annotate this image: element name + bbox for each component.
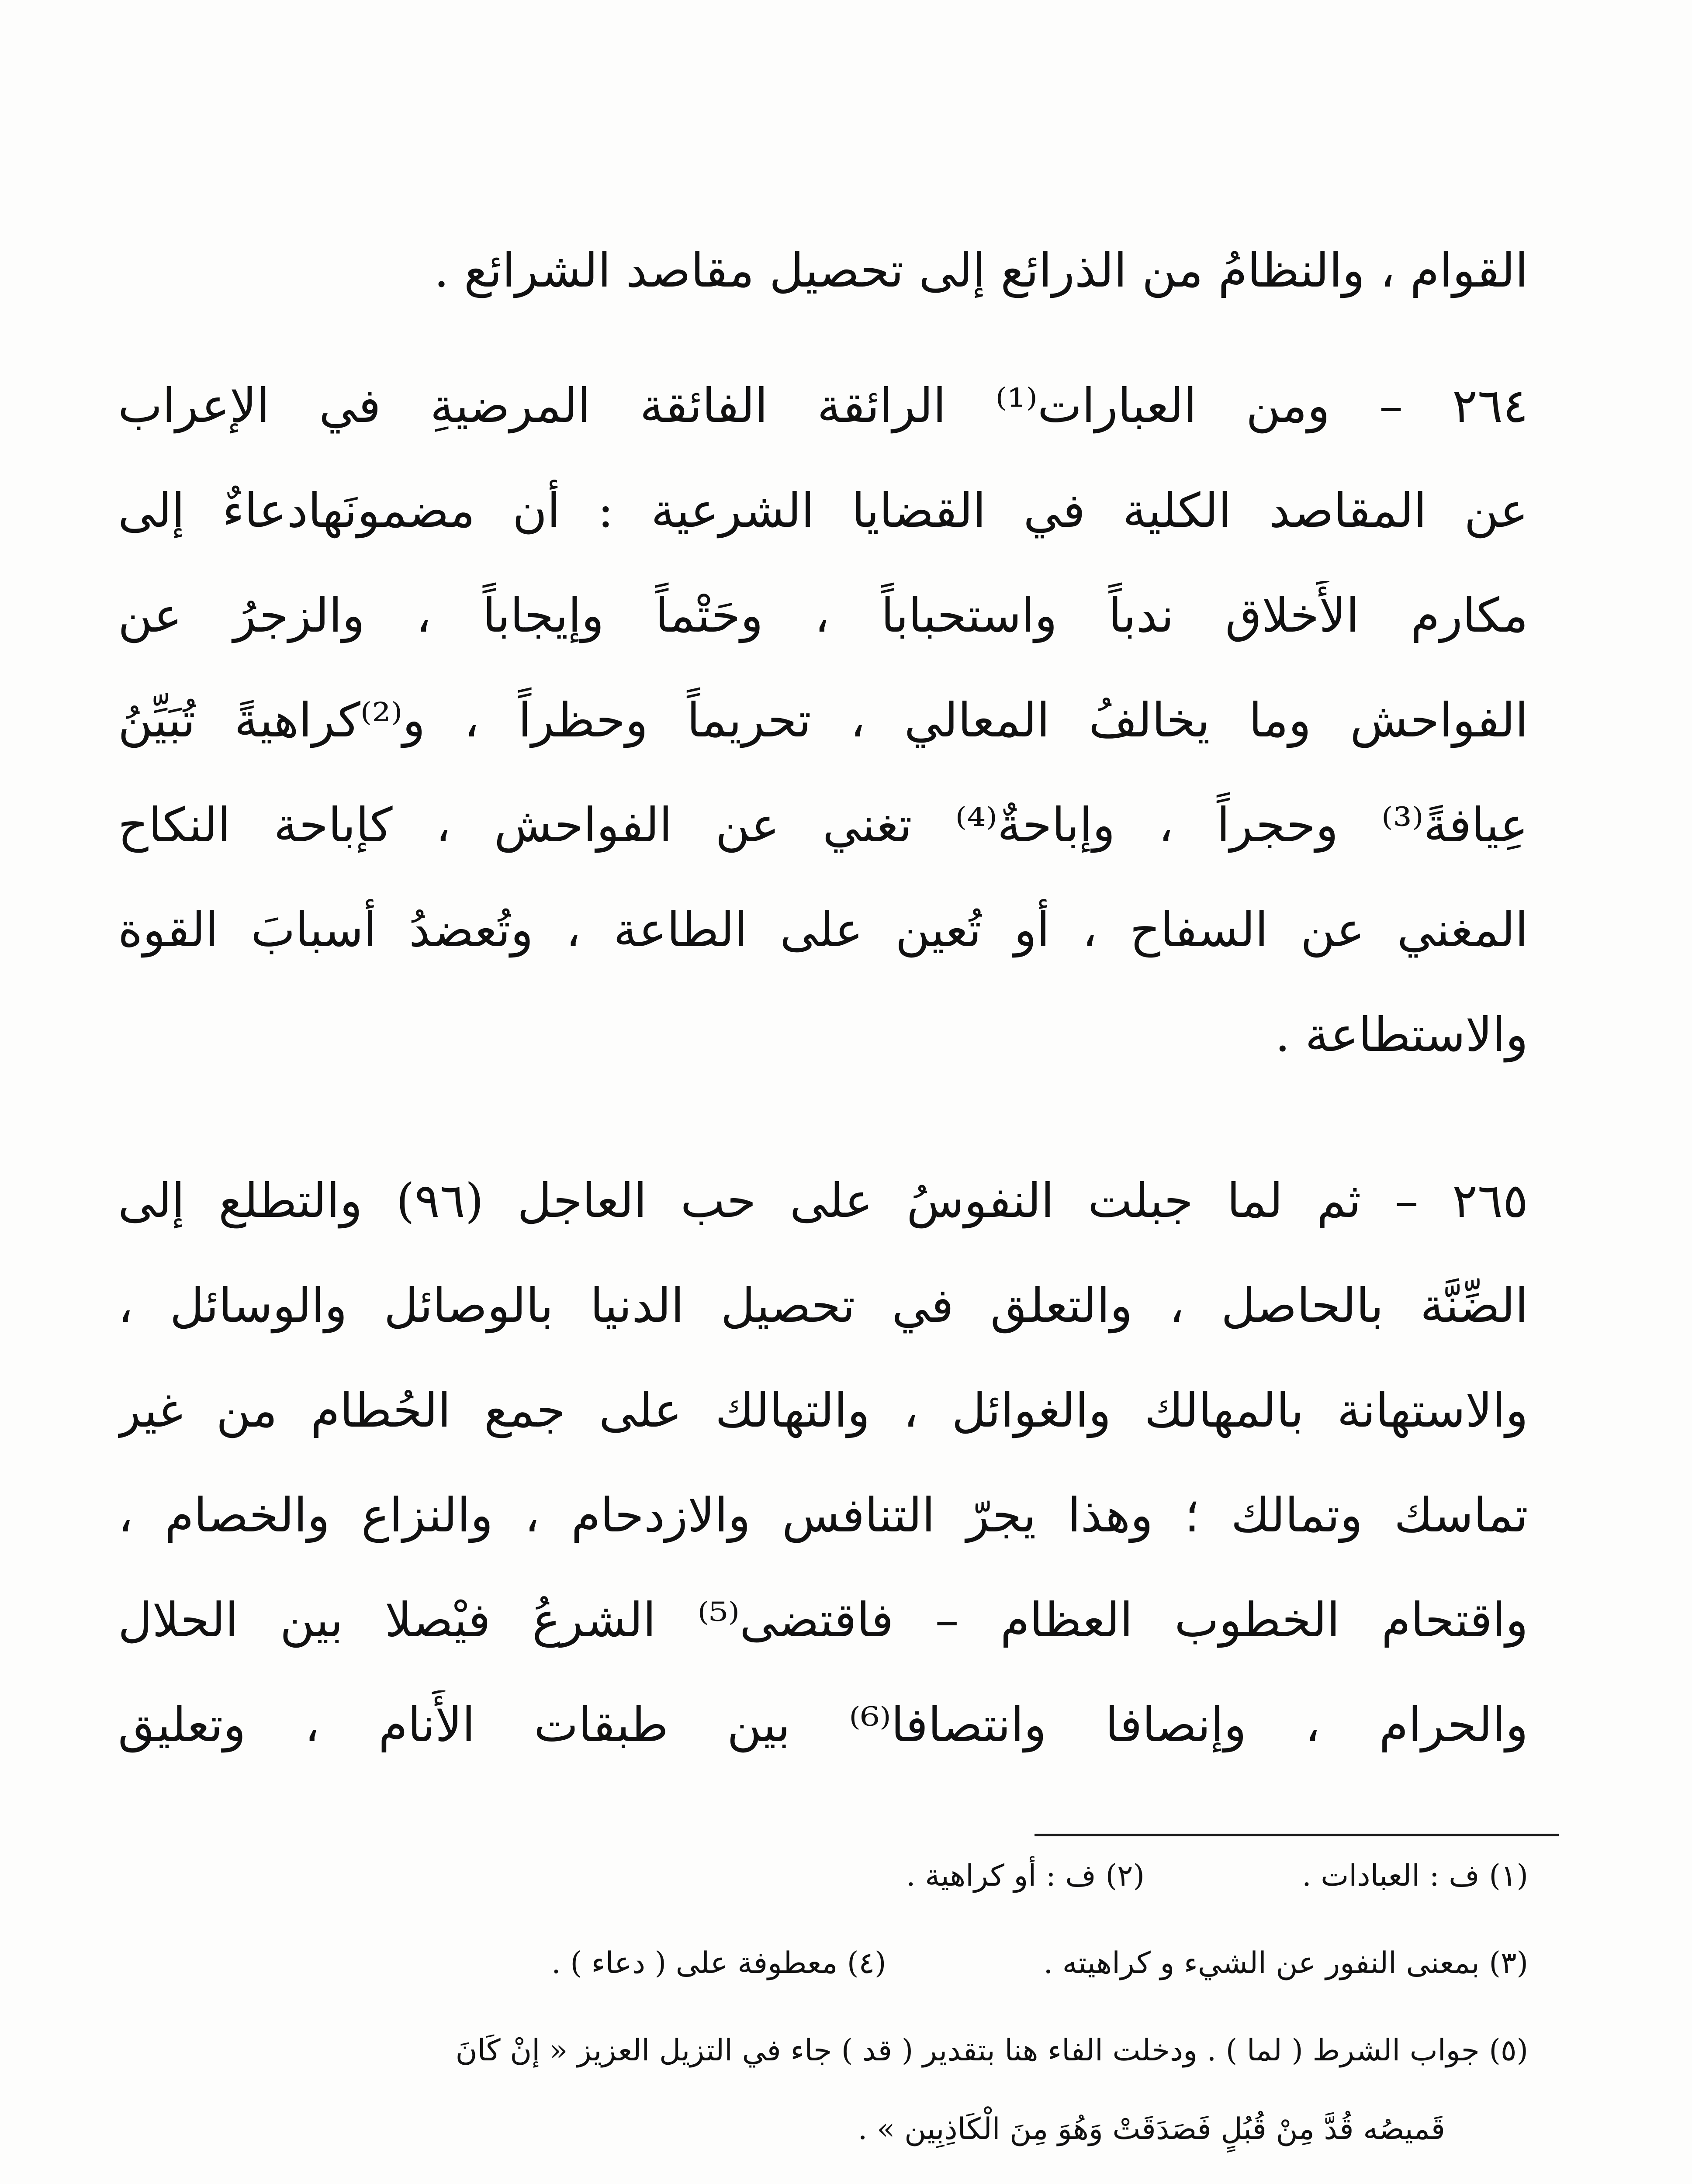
paragraph-line: الفواحش وما يخالفُ المعالي ، تحريماً وحظراً ، و⁽²⁾كراهيةً تُبَيِّنُ	[118, 693, 1528, 748]
intro-line: القوام ، والنظامُ من الذرائع إلى تحصيل مقاصد الشرائع .	[434, 243, 1528, 298]
paragraph-line: والحرام ، وإنصافا وانتصافا⁽⁶⁾ بين طبقات الأَنام ، وتعليق	[118, 1698, 1528, 1752]
footnote-row	[118, 1939, 1528, 1987]
paragraph-line: المغني عن السفاح ، أو تُعين على الطاعة ، وتُعضدُ أسبابَ القوة	[118, 903, 1528, 957]
footnote-separator	[1035, 1834, 1559, 1836]
paragraph-line: الضِّنَّة بالحاصل ، والتعلق في تحصيل الدنيا بالوصائل والوسائل ،	[118, 1279, 1528, 1333]
footnote-1: (١) ف : العبادات .	[1302, 1859, 1528, 1893]
footnote-4: (٤) معطوفة على ( دعاء ) .	[551, 1946, 886, 1980]
paragraph-line: عِيافةً⁽³⁾ وحجراً ، وإباحةٌ⁽⁴⁾ تغني عن الفواحش ، كإباحة النكاح	[118, 798, 1528, 853]
paragraph-line: ٢٦٥ – ثم لما جبلت النفوسُ على حب العاجل (٩٦) والتطلع إلى	[118, 1174, 1528, 1228]
paragraph-line: واقتحام الخطوب العظام – فاقتضى⁽⁵⁾ الشرعُ فيْصلا بين الحلال	[118, 1593, 1528, 1648]
paragraph-line: مكارم الأَخلاق ندباً واستحباباً ، وحَتْماً وإيجاباً ، والزجرُ عن	[118, 588, 1528, 643]
paragraph-line: ٢٦٤ – ومن العبارات⁽¹⁾ الرائقة الفائقة المرضيةِ في الإعراب	[118, 379, 1528, 433]
footnote-3: (٣) بمعنى النفور عن الشيء و كراهيته .	[1043, 1946, 1528, 1980]
footnote-5-continuation: قَميصُه قُدَّ مِنْ قُبُلٍ فَصَدَقَتْ وَهُوَ مِنَ الْكَاذِبِين » .	[858, 2112, 1445, 2146]
footnote-5: (٥) جواب الشرط ( لما ) . ودخلت الفاء هنا بتقدير ( قد ) جاء في التزيل العزيز « إنْ كَانَ	[455, 2033, 1528, 2068]
footnote-2: (٢) ف : أو كراهية .	[906, 1859, 1145, 1893]
paragraph-line: والاستطاعة .	[1275, 1008, 1528, 1062]
footnote-row	[118, 1852, 1528, 1900]
paragraph-line: عن المقاصد الكلية في القضايا الشرعية : أن مضمونَهادعاءٌ إلى	[118, 484, 1528, 538]
paragraph-line: والاستهانة بالمهالك والغوائل ، والتهالك على جمع الحُطام من غير	[118, 1383, 1528, 1438]
paragraph-line: تماسك وتمالك ؛ وهذا يجرّ التنافس والازدحام ، والنزاع والخصام ،	[118, 1488, 1528, 1543]
